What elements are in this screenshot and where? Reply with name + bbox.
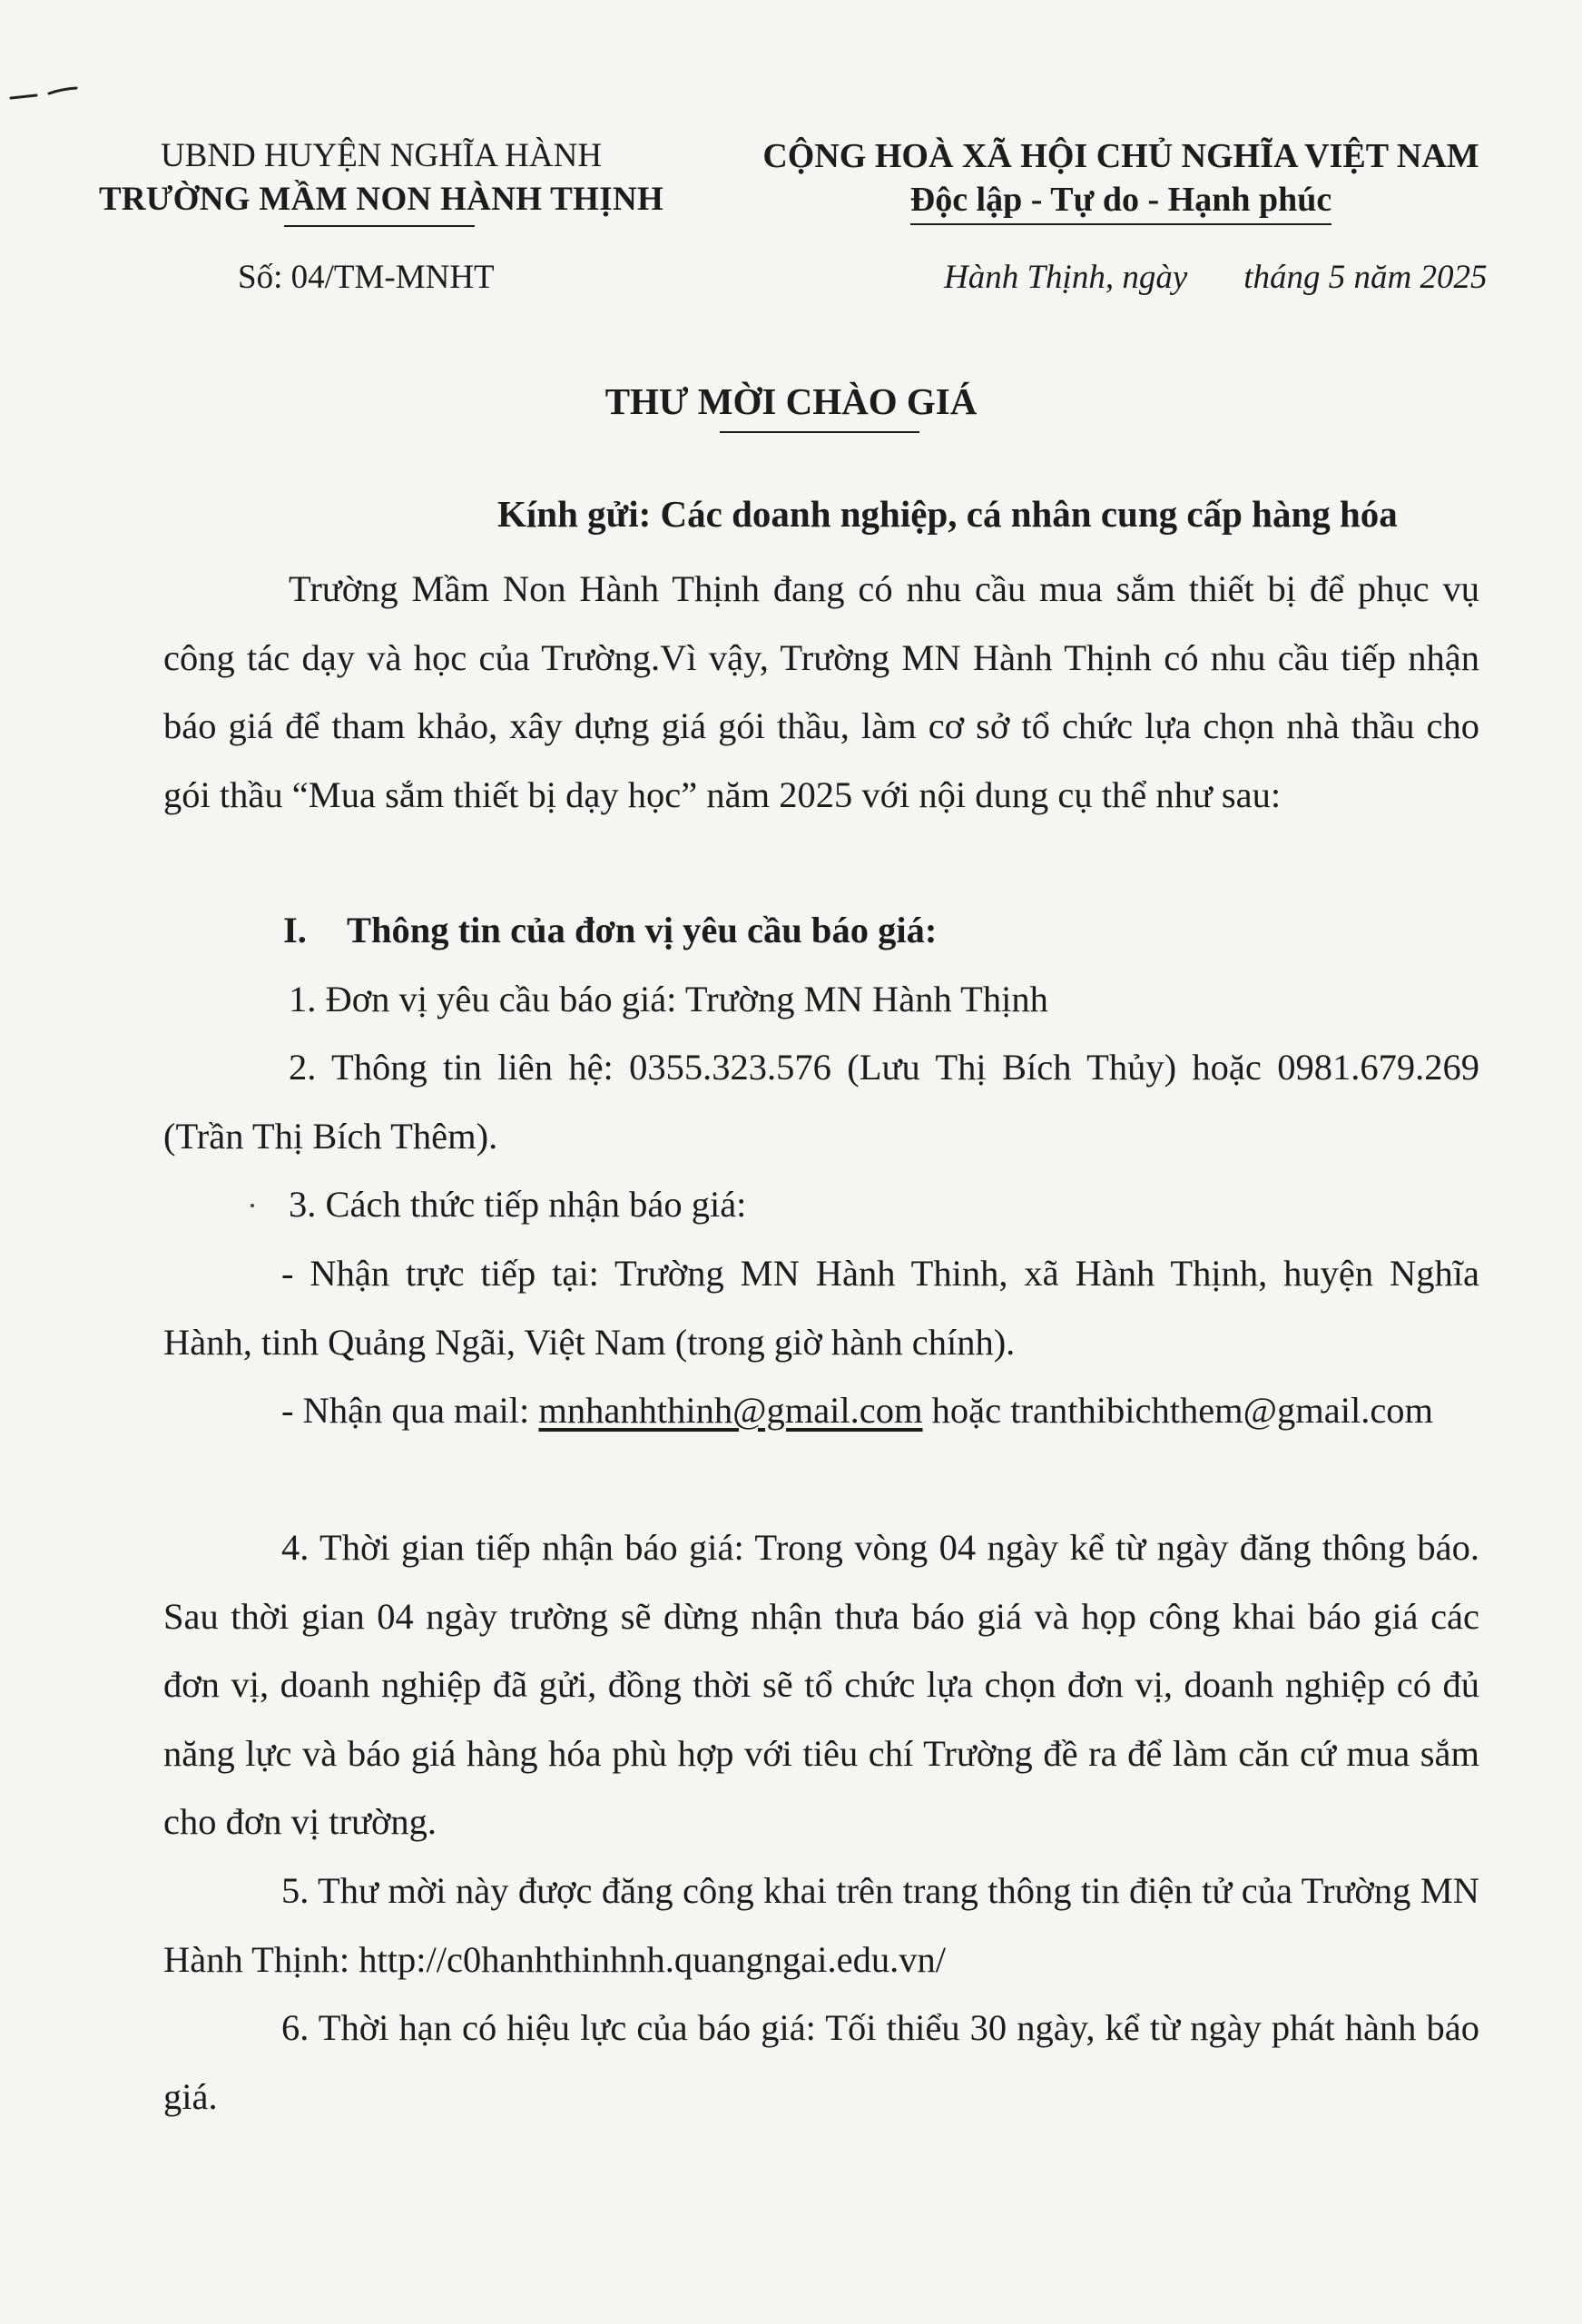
item-3-text: 3. Cách thức tiếp nhận báo giá:	[289, 1184, 747, 1225]
section-number: I.	[283, 910, 307, 950]
national-motto-block	[722, 134, 1520, 225]
recipient-line: Kính gửi: Các doanh nghiệp, cá nhân cung cấp hàng hóa	[497, 493, 1398, 535]
item-3-email	[163, 1376, 1479, 1445]
document-number: Số: 04/TM-MNHT	[238, 259, 495, 296]
item-5: 5. Thư mời này được đăng công khai trên trang thông tin điện tử của Trường MN Hành Thịnh: http://c0hanhthinhnh.quangngai.edu.vn/	[163, 1870, 1479, 1980]
intro-paragraph: Trường Mầm Non Hành Thịnh đang có nhu cầu mua sắm thiết bị để phục vụ công tác dạy và học của Trường.Vì vậy, Trường MN Hành Thịnh có nhu cầu tiếp nhận báo giá để tham khảo, xây dựng giá gói thầu, làm cơ sở tổ chức lựa chọn nhà thầu cho gói thầu “Mua sắm thiết bị dạy học” năm 2025 với nội dung cụ thể như sau:	[163, 568, 1479, 815]
item-3	[163, 1170, 1582, 1239]
stray-dot	[251, 1204, 254, 1207]
item-1: 1. Đơn vị yêu cầu báo giá: Trường MN Hành Thịnh	[289, 979, 1048, 1019]
section-heading-text: Thông tin của đơn vị yêu cầu báo giá:	[347, 910, 938, 950]
issue-date-place: Hành Thịnh, ngày	[944, 259, 1188, 296]
issuer-underline	[284, 225, 475, 227]
section-heading	[163, 896, 1582, 965]
document-title: THƯ MỜI CHÀO GIÁ	[604, 380, 978, 422]
item-3-direct: - Nhận trực tiếp tại: Trường MN Hành Thinh, xã Hành Thịnh, huyện Nghĩa Hành, tinh Quảng Ngãi, Việt Nam (trong giờ hành chính).	[163, 1253, 1479, 1363]
item-3-email-mid: hoặc	[922, 1390, 1011, 1431]
item-3-email-prefix: - Nhận qua mail:	[281, 1390, 539, 1431]
national-title: CỘNG HOÀ XÃ HỘI CHỦ NGHĨA VIỆT NAM	[762, 137, 1479, 175]
email-link-2[interactable]: tranthibichthem@gmail.com	[1010, 1390, 1434, 1431]
email-link-1[interactable]: mnhanhthinh@gmail.com	[538, 1390, 923, 1431]
issuer-authority: UBND HUYỆN NGHĨA HÀNH	[160, 137, 603, 174]
item-6: 6. Thời hạn có hiệu lực của báo giá: Tối thiểu 30 ngày, kể từ ngày phát hành báo giá.	[163, 2007, 1479, 2117]
issuer-block	[54, 134, 708, 222]
corner-pen-mark	[9, 85, 80, 103]
national-motto: Độc lập - Tự do - Hạnh phúc	[910, 178, 1332, 225]
issuer-school: TRƯỜNG MẦM NON HÀNH THỊNH	[98, 181, 664, 218]
issue-date-month-year: tháng 5 năm 2025	[1243, 259, 1488, 296]
item-2: 2. Thông tin liên hệ: 0355.323.576 (Lưu Thị Bích Thủy) hoặc 0981.679.269 (Trần Thị Bích Thêm).	[163, 1047, 1479, 1157]
item-4: 4. Thời gian tiếp nhận báo giá: Trong vòng 04 ngày kể từ ngày đăng thông báo. Sau thời gian 04 ngày trường sẽ dừng nhận thưa báo giá và họp công khai báo giá các đơn vị, doanh nghiệp đã gửi, đồng thời sẽ tổ chức lựa chọn đơn vị, doanh nghiệp có đủ năng lực và báo giá hàng hóa phù hợp với tiêu chí Trường đề ra để làm căn cứ mua sắm cho đơn vị trường.	[163, 1527, 1479, 1842]
title-underline	[720, 431, 919, 433]
issue-date	[944, 258, 1488, 297]
